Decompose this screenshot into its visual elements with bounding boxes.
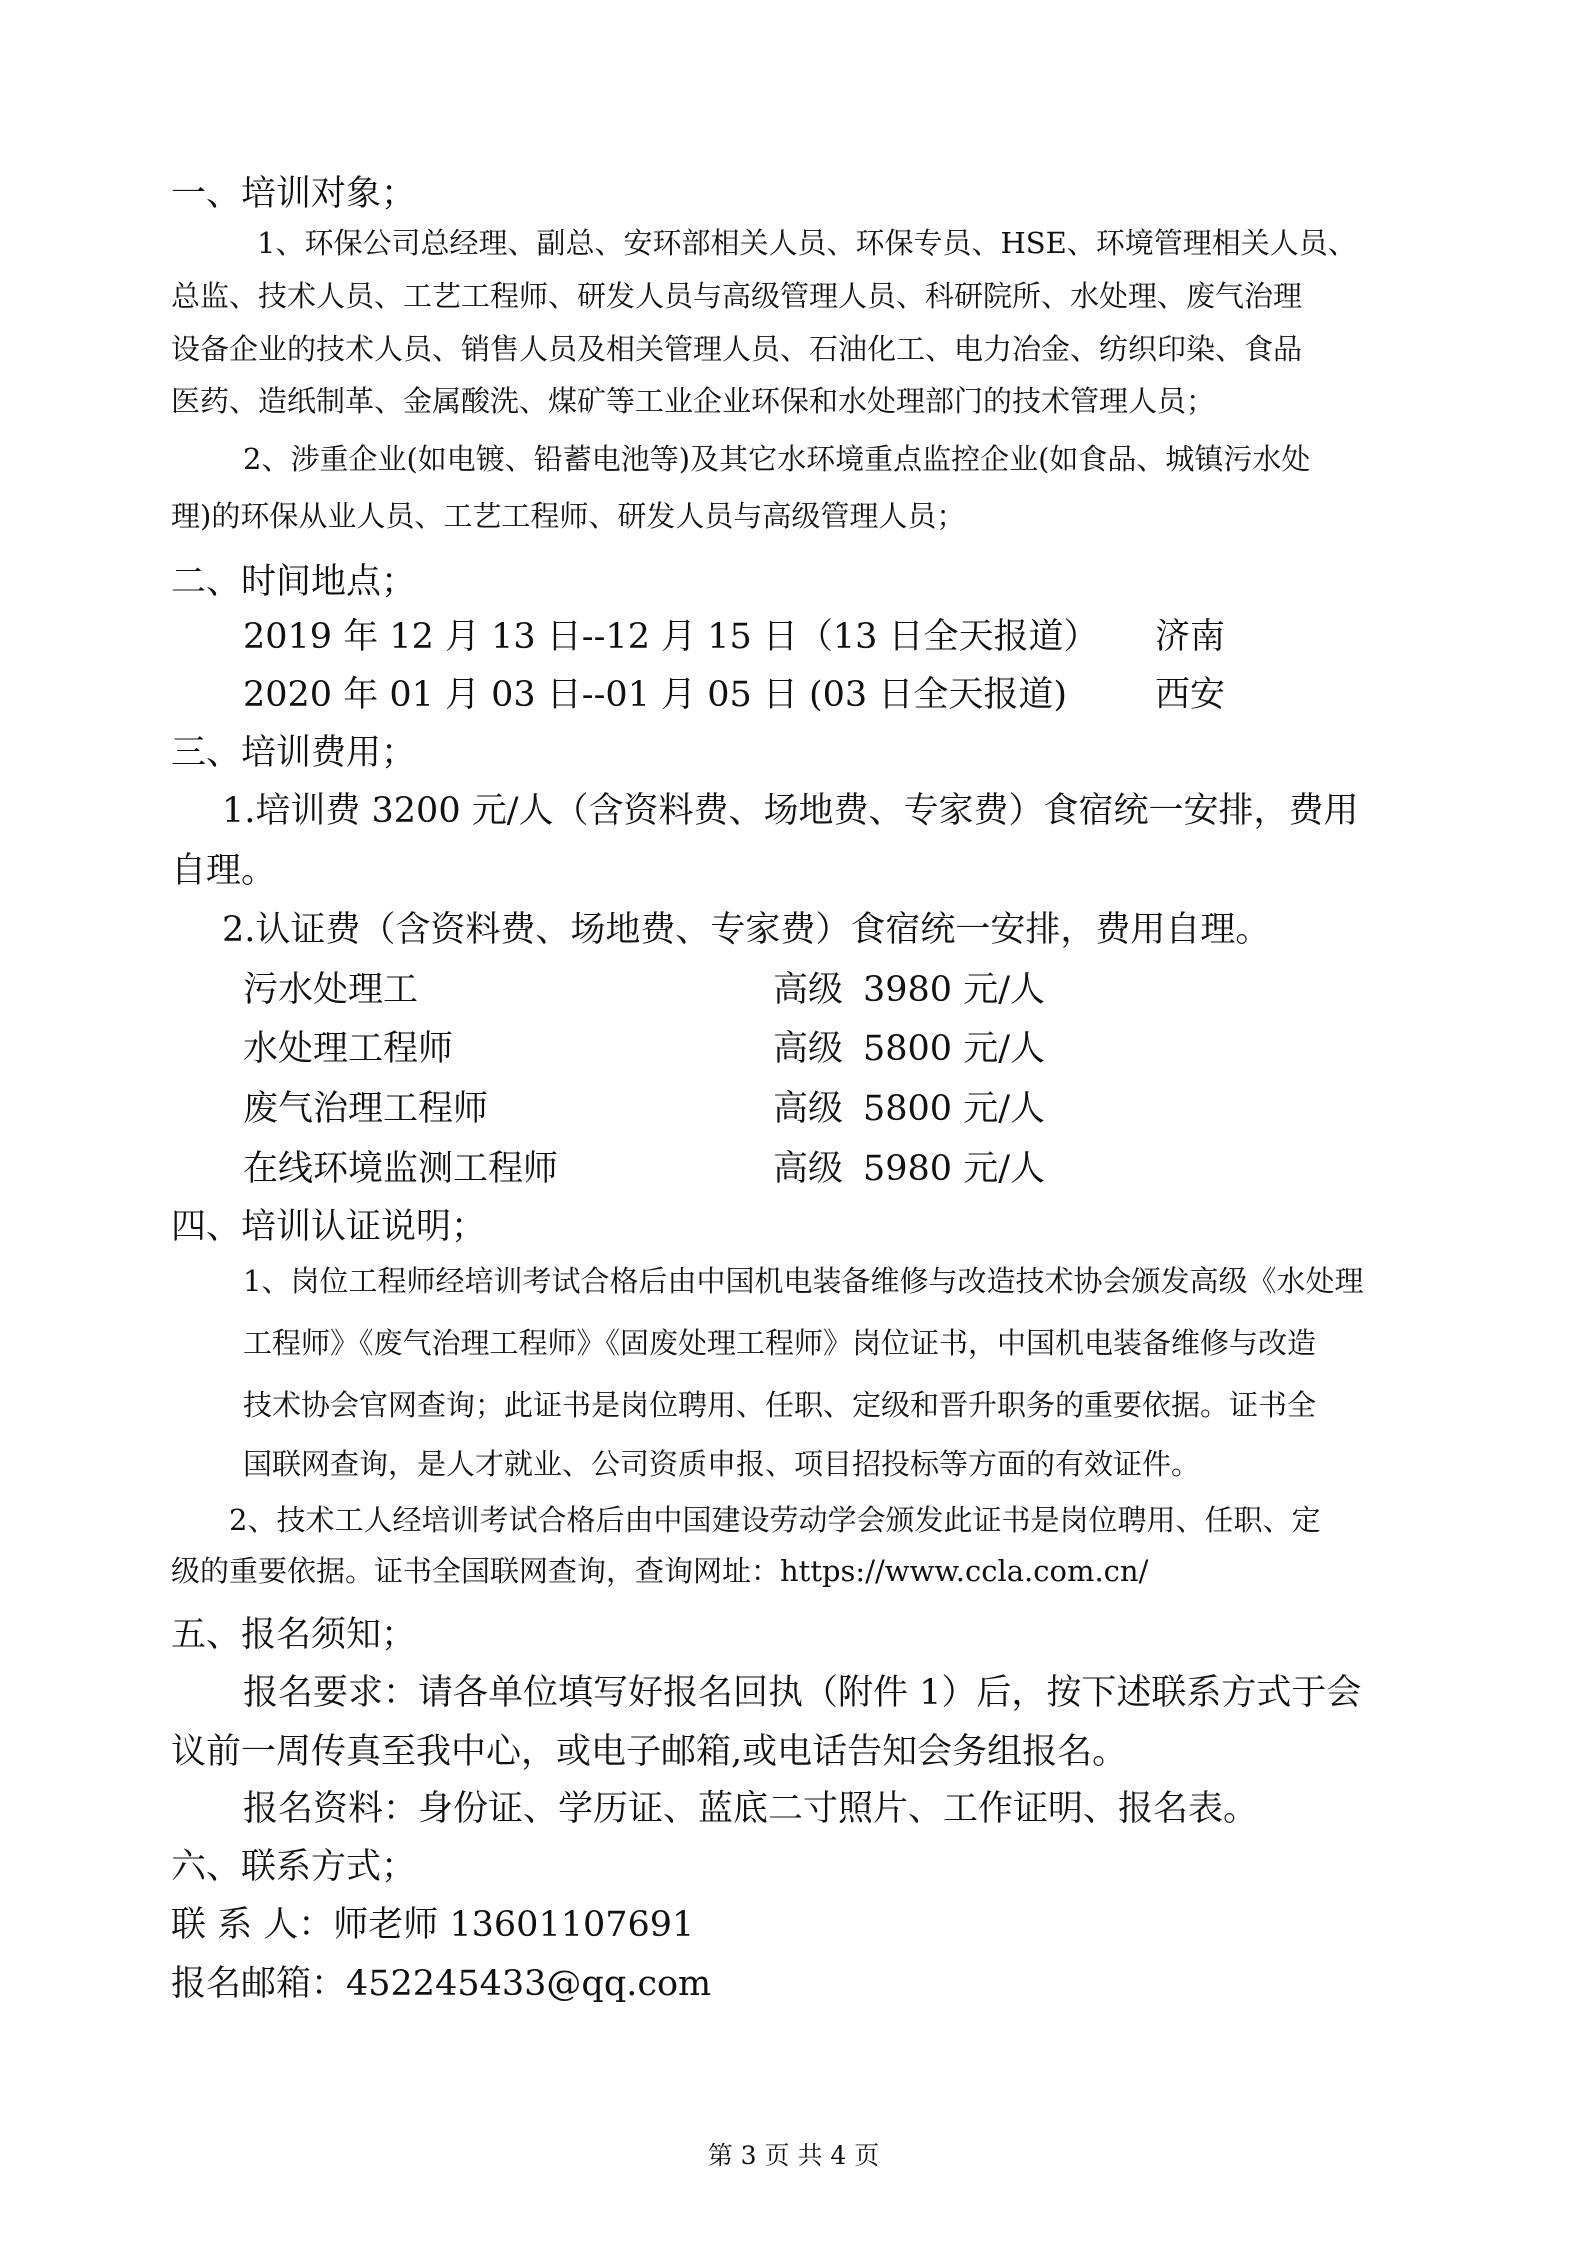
section-4-para-1-line: 1、岗位工程师经培训考试合格后由中国机电装备维修与改造技术协会颁发高级《水处理 bbox=[243, 1264, 1364, 1298]
schedule-date-range: 2019 年 12 月 13 日--12 月 15 日（13 日全天报道） bbox=[243, 617, 1099, 657]
section-4-para-1-line: 技术协会官网查询；此证书是岗位聘用、任职、定级和晋升职务的重要依据。证书全 bbox=[243, 1388, 1317, 1422]
fee-item-row bbox=[243, 1081, 1143, 1131]
registration-requirement-line: 报名要求：请各单位填写好报名回执（附件 1）后，按下述联系方式于会 bbox=[243, 1673, 1362, 1713]
schedule-location: 西安 bbox=[1155, 675, 1226, 715]
fee-item-price: 5980 元/人 bbox=[863, 1149, 1045, 1189]
section-1-para-2-line: 2、涉重企业(如电镀、铅蓄电池等)及其它水环境重点监控企业(如食品、城镇污水处 bbox=[243, 442, 1311, 476]
fee-item-level: 高级 bbox=[773, 970, 844, 1010]
schedule-row bbox=[243, 667, 1243, 717]
section-4-para-2-line: 级的重要依据。证书全国联网查询，查询网址：https://www.ccla.com.cn/ bbox=[171, 1554, 1149, 1588]
training-fee-line: 1.培训费 3200 元/人（含资料费、场地费、专家费）食宿统一安排，费用 bbox=[222, 791, 1359, 831]
fee-item-row bbox=[243, 962, 1143, 1012]
fee-item-level: 高级 bbox=[773, 1149, 844, 1189]
schedule-location: 济南 bbox=[1155, 617, 1226, 657]
section-1-para-1-line: 医药、造纸制革、金属酸洗、煤矿等工业企业环保和水处理部门的技术管理人员； bbox=[171, 384, 1216, 418]
section-5-heading: 五、报名须知； bbox=[171, 1615, 417, 1655]
section-1-para-1-line: 总监、技术人员、工艺工程师、研发人员与高级管理人员、科研院所、水处理、废气治理 bbox=[171, 279, 1303, 313]
registration-materials: 报名资料：身份证、学历证、蓝底二寸照片、工作证明、报名表。 bbox=[243, 1789, 1259, 1829]
registration-email: 报名邮箱：452245433@qq.com bbox=[171, 1964, 712, 2004]
section-1-heading: 一、培训对象； bbox=[171, 174, 417, 214]
section-4-para-1-line: 工程师》《废气治理工程师》《固废处理工程师》岗位证书，中国机电装备维修与改造 bbox=[243, 1326, 1317, 1360]
fee-item-row bbox=[243, 1141, 1143, 1191]
section-4-heading: 四、培训认证说明； bbox=[171, 1207, 487, 1247]
training-fee-line: 自理。 bbox=[171, 851, 277, 891]
fee-item-price: 3980 元/人 bbox=[863, 970, 1045, 1010]
schedule-row bbox=[243, 609, 1243, 659]
section-6-heading: 六、联系方式； bbox=[171, 1847, 417, 1887]
fee-item-name: 污水处理工 bbox=[243, 970, 419, 1010]
fee-item-name: 在线环境监测工程师 bbox=[243, 1149, 559, 1189]
fee-item-price: 5800 元/人 bbox=[863, 1029, 1045, 1069]
section-4-para-1-line: 国联网查询，是人才就业、公司资质申报、项目招投标等方面的有效证件。 bbox=[243, 1447, 1201, 1481]
fee-item-name: 水处理工程师 bbox=[243, 1029, 454, 1069]
fee-item-level: 高级 bbox=[773, 1029, 844, 1069]
page-number-footer: 第 3 页 共 4 页 bbox=[707, 2141, 880, 2170]
section-1-para-1-line: 1、环保公司总经理、副总、安环部相关人员、环保专员、HSE、环境管理相关人员、 bbox=[257, 226, 1357, 260]
section-2-heading: 二、时间地点； bbox=[171, 562, 417, 602]
section-3-heading: 三、培训费用； bbox=[171, 733, 417, 773]
fee-item-price: 5800 元/人 bbox=[863, 1089, 1045, 1129]
fee-item-row bbox=[243, 1021, 1143, 1071]
section-1-para-2-line: 理)的环保从业人员、工艺工程师、研发人员与高级管理人员； bbox=[171, 499, 966, 533]
section-1-para-1-line: 设备企业的技术人员、销售人员及相关管理人员、石油化工、电力冶金、纺织印染、食品 bbox=[171, 332, 1303, 366]
section-4-para-2-line: 2、技术工人经培训考试合格后由中国建设劳动学会颁发此证书是岗位聘用、任职、定 bbox=[229, 1503, 1321, 1537]
schedule-date-range: 2020 年 01 月 03 日--01 月 05 日 (03 日全天报道) bbox=[243, 675, 1067, 715]
registration-requirement-line: 议前一周传真至我中心，或电子邮箱,或电话告知会务组报名。 bbox=[171, 1732, 1128, 1772]
fee-item-name: 废气治理工程师 bbox=[243, 1089, 489, 1129]
fee-item-level: 高级 bbox=[773, 1089, 844, 1129]
contact-person: 联 系 人：师老师 13601107691 bbox=[171, 1905, 695, 1945]
certification-fee-line: 2.认证费（含资料费、场地费、专家费）食宿统一安排，费用自理。 bbox=[222, 910, 1271, 950]
